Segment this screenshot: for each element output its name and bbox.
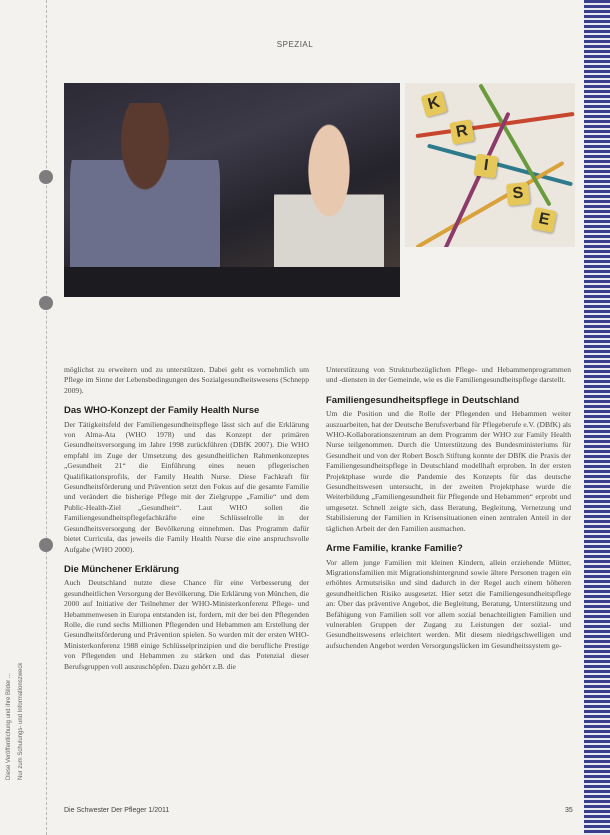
page-number: 35 — [565, 807, 573, 814]
text-column-right — [326, 365, 571, 655]
letter-tile: I — [474, 154, 499, 179]
text-column-left — [64, 365, 309, 676]
section-header: SPEZIAL — [276, 40, 314, 49]
punch-hole — [39, 538, 53, 552]
binding-edge — [46, 0, 48, 835]
color-stripe — [584, 0, 610, 835]
paragraph: Auch Deutschland nutzte diese Chance für eine Verbesserung der gesundheitlichen Versorgung der Bevölkerung. Die Erklärung von München, die 2000 auf Initiative der Teilnehmer der WHO-Ministerkonferenz Pflege- und Hebammenwesen in Europa entstanden ist, fordern, mit der bei den Pflegenden Rolle, die rund sechs Millionen Pflegenden und Hebammen am Erstellung der Gesundheitsförderung und Prävention spielen. So wurden mit der ersten WHO-Ministerkonferenz 1988 einige Schlüsselprinzipien und die berufliche Prestige von Pflegenden und Hebammen zu stärken und das Potenzial dieser Berufsgruppen voll auszuschöpfen. Dazu gehört z.B. die — [64, 578, 309, 671]
letter-tile: R — [449, 119, 474, 144]
punch-hole — [39, 170, 53, 184]
mikado-stick — [427, 144, 573, 187]
paragraph: Um die Position und die Rolle der Pflegenden und Hebammen weiter auszuarbeiten, hat der Deutsche Berufsverband für Pflegeberufe e.V. (DBfK) als WHO-Kollaborationszentrum an dem Programm der WHO zur Family Health Nurse teilgenommen. Durch die Unterstützung des Bundesministeriums für Gesundheit und von der Robert Bosch Stiftung konnte der DBfK die Praxis der Familiengesundheitspflege in Deutschland modellhaft erproben. In der ersten Projektphase wurde die Pandemie des Konzepts für das deutsche Gesundheitswesen untersucht, in der zweiten Projektphase wurde die Weiterbildung „Familiengesundheit für Pflegende und Hebammen“ erprobt und umgesetzt. Schnell zeigte sich, dass Beratung, Begleitung, Vernetzung und Stabilisierung der Familien in Krisensituationen einen zentralen Anteil in der täglichen Arbeit der den Familien ausmachen. — [326, 409, 571, 533]
photo-figure-mother — [70, 103, 220, 293]
side-note: Diese Veröffentlichung und ihre Bilder ... — [6, 673, 12, 780]
section-heading: Arme Familie, kranke Familie? — [326, 543, 463, 555]
letter-tile: S — [506, 182, 530, 206]
punch-hole — [39, 296, 53, 310]
side-note: Nur zum Schulungs- und Informationszweck — [18, 662, 24, 780]
journal-footer: Die Schwester Der Pfleger 1/2011 — [64, 807, 170, 814]
paragraph: Der Tätigkeitsfeld der Familiengesundheitspflege lässt sich auf die Erklärung von Alma-Ata (WHO 1978) und das Konzept der primären Gesundheitsversorgung im Jahre 1998 zurückführen (DBfK 2007). Die WHO empfahl im Zuge der Umsetzung des gesundheitlichen Rahmenkonzeptes „Gesundheit 21“ die Einführung eines neuen pflegerischen Qualifikationsprofils, der Family Health Nurse. Diese Fachkraft für Gesundheitsförderung und Prävention setzt den Fokus auf die gesamte Familie und verändert die bisherige Pflege mit der Zielgruppe „Familie“ und dem Public-Health-Ziel „Gesundheit“. Laut WHO sollen die Familiengesundheitspflegefachkräfte eine Schlüsselrolle in der Gesundheitsversorgung der Bevölkerung einnehmen. Das Programm dafür bietet Curricula, das jeweils die Family Health Nurse die eine anspruchsvolle Aufgabe (WHO 2000). — [64, 419, 309, 554]
paragraph: möglichst zu erweitern und zu unterstützen. Dabei geht es vornehmlich um Pflege im Sinne der Lebensbedingungen des Sozialgesundheitswesens (Schnepp 2009). — [64, 365, 309, 395]
letter-tile: K — [421, 91, 448, 118]
paragraph: Vor allem junge Familien mit kleinen Kindern, allein erziehende Mütter, Migrationsfamilien mit Migrationshintergrund sowie ältere Personen tragen ein erhöhtes Armutsrisiko und sind dadurch in der Regel auch einem höheren gesundheitlichen Risiko ausgesetzt. Hier setzt die Familiengesundheitspflege an: Über das präventive Angebot, die Begleitung, Beratung, Unterstützung und Befähigung von Familien soll vor allem sozial benachteiligten Familien und vulnerablen Gruppen der Zugang zu Leistungen der sozial- und Gesundheitswesens erleichtert werden. Mit diesem niedrigschwelligen und aufsuchenden Angebot werden Versorgungslücken im Gesundheitssystem ge- — [326, 557, 571, 650]
section-heading: Die Münchener Erklärung — [64, 563, 180, 575]
paragraph: Unterstützung von Strukturbezüglichen Pflege- und Hebammenprogrammen und -diensten in der Gemeinde, wie es die Familiengesundheitspflege darstellt. — [326, 365, 571, 385]
section-heading: Das WHO-Konzept der Family Health Nurse — [64, 405, 260, 417]
section-heading: Familiengesundheitspflege in Deutschland — [326, 394, 520, 406]
letter-tile: E — [531, 207, 557, 233]
photo-mother-child — [64, 83, 400, 297]
photo-krise-tiles — [405, 83, 575, 247]
photo-table — [64, 267, 400, 297]
